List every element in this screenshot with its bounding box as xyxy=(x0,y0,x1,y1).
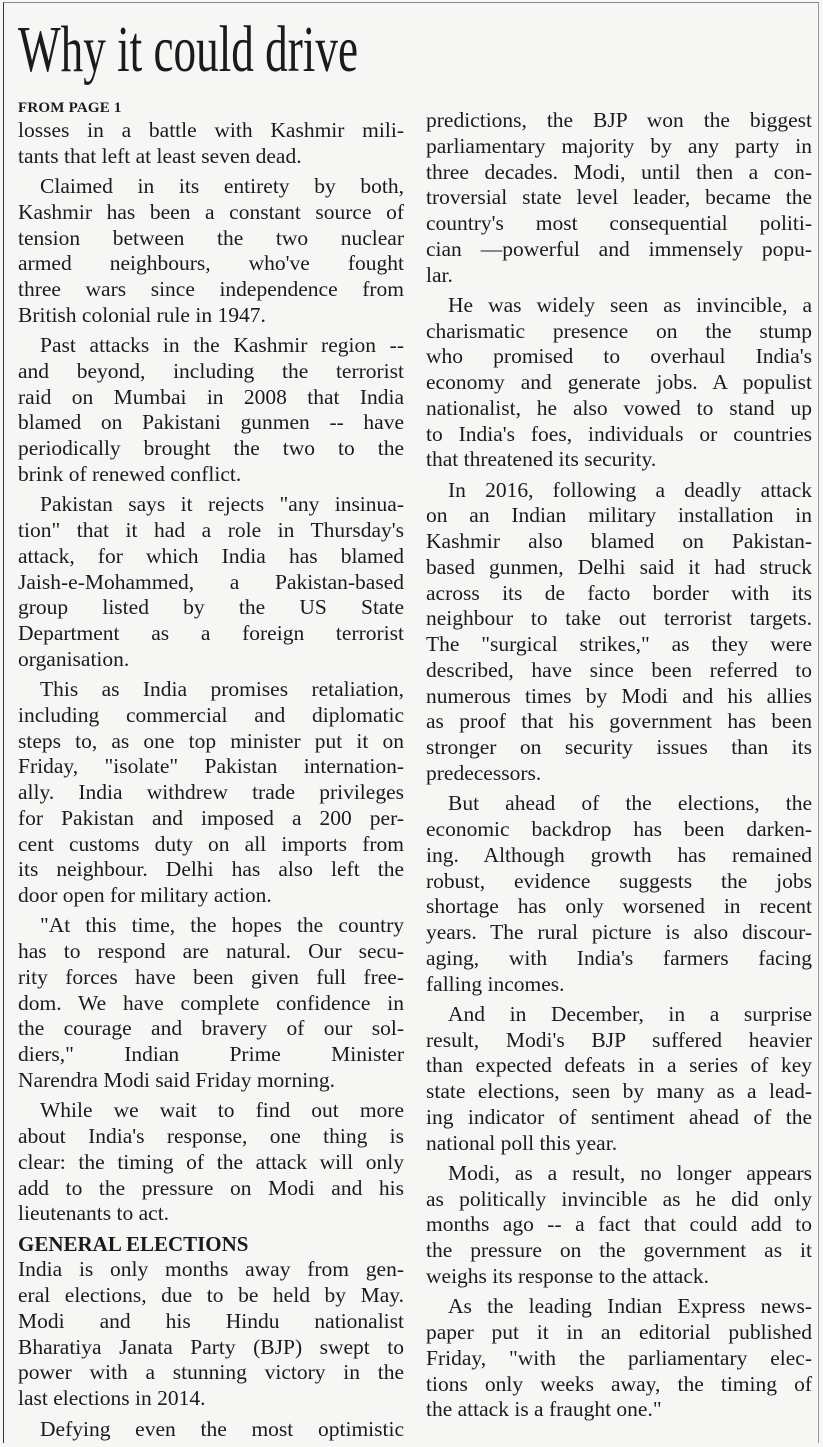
text-line xyxy=(426,920,812,946)
paragraph xyxy=(18,1098,404,1227)
text-line xyxy=(18,857,404,883)
text-line-content: blamed on Pakistani gunmen -- have xyxy=(18,410,404,435)
text-line xyxy=(426,447,812,473)
text-line-content: Friday, "isolate" Pakistan internation- xyxy=(18,754,404,779)
text-line xyxy=(18,462,404,488)
text-line-content: state elections, seen by many as a lead- xyxy=(426,1079,812,1104)
text-line-content: falling incomes. xyxy=(426,971,565,996)
text-line-content: cent customs duty on all imports from xyxy=(18,831,404,856)
text-line xyxy=(426,370,812,396)
text-line xyxy=(18,595,404,621)
text-line xyxy=(18,913,404,939)
text-line xyxy=(18,144,404,170)
text-line xyxy=(426,1397,812,1423)
text-line xyxy=(426,211,812,237)
text-line xyxy=(426,293,812,319)
text-line xyxy=(426,160,812,186)
text-line xyxy=(18,1098,404,1124)
text-line-content: attack, for which India has blamed xyxy=(18,543,404,568)
text-line xyxy=(426,1294,812,1320)
text-line xyxy=(18,436,404,462)
text-line-content: charismatic presence on the stump xyxy=(426,318,812,343)
text-line-content: as proof that his government has been xyxy=(426,709,812,734)
text-line xyxy=(18,518,404,544)
text-line xyxy=(426,529,812,555)
text-line-content: Modi, as a result, no longer appears xyxy=(448,1160,812,1185)
paragraph xyxy=(18,333,404,488)
text-line xyxy=(426,658,812,684)
text-line xyxy=(18,226,404,252)
text-line xyxy=(18,385,404,411)
text-line xyxy=(18,677,404,703)
text-line xyxy=(426,1212,812,1238)
text-line-content: While we wait to find out more xyxy=(40,1098,404,1123)
text-line-content: rity forces have been given full free- xyxy=(18,964,404,989)
text-line xyxy=(18,1360,404,1386)
paragraph xyxy=(18,1417,404,1443)
text-line-content: parliamentary majority by any party in xyxy=(426,133,812,158)
text-line-content: robust, evidence suggests the jobs xyxy=(426,868,812,893)
paragraph xyxy=(426,1294,812,1423)
text-line xyxy=(426,1346,812,1372)
text-line-content: group listed by the US State xyxy=(18,595,404,620)
text-line xyxy=(426,503,812,529)
text-line-content: troversial state level leader, became the xyxy=(426,185,812,210)
text-line xyxy=(18,703,404,729)
section-subhead: GENERAL ELECTIONS xyxy=(18,1231,249,1256)
text-line-content: three wars since independence from xyxy=(18,277,404,302)
text-line-content: the courage and bravery of our sol- xyxy=(18,1016,404,1041)
text-line xyxy=(426,237,812,263)
text-line-content: diers," Indian Prime Minister xyxy=(18,1042,404,1067)
text-line-content: armed neighbours, who've fought xyxy=(18,251,404,276)
text-line xyxy=(18,544,404,570)
text-line xyxy=(426,1105,812,1131)
text-line-content: neighbour to take out terrorist targets. xyxy=(426,606,812,631)
paragraph xyxy=(18,174,404,329)
text-line-content: Modi and his Hindu nationalist xyxy=(18,1308,404,1333)
text-line xyxy=(18,570,404,596)
text-line-content: lar. xyxy=(426,262,453,287)
text-line xyxy=(426,319,812,345)
text-line xyxy=(426,632,812,658)
text-line-content: cian —powerful and immensely popu- xyxy=(426,236,812,261)
text-line xyxy=(18,118,404,144)
text-line-content: tants that left at least seven dead. xyxy=(18,143,302,168)
text-line-content: tion" that it had a role in Thursday's xyxy=(18,518,404,543)
text-line xyxy=(18,1257,404,1283)
text-line-content: In 2016, following a deadly attack xyxy=(448,477,812,502)
text-line xyxy=(18,647,404,673)
text-line xyxy=(18,303,404,329)
text-line xyxy=(18,492,404,518)
text-line-content: Department as a foreign terrorist xyxy=(18,621,404,646)
text-line xyxy=(426,344,812,370)
text-line-content: has to respond are natural. Our secu- xyxy=(18,939,404,964)
text-line-content: Kashmir has been a constant source of xyxy=(18,199,404,224)
text-line xyxy=(18,200,404,226)
text-line-content: based gunmen, Delhi said it had struck xyxy=(426,554,812,579)
text-line xyxy=(426,1079,812,1105)
text-line xyxy=(18,1283,404,1309)
text-line-content: Past attacks in the Kashmir region -- xyxy=(40,333,404,358)
text-line-content: He was widely seen as invincible, a xyxy=(448,292,812,317)
paragraph xyxy=(18,118,404,170)
text-line-content: India is only months away from gen- xyxy=(18,1257,404,1282)
text-line-content: aging, with India's farmers facing xyxy=(426,945,812,970)
text-line-content: numerous times by Modi and his allies xyxy=(426,683,812,708)
text-line xyxy=(18,883,404,909)
text-line xyxy=(426,817,812,843)
paragraph xyxy=(426,1002,812,1157)
text-line-content: periodically brought the two to the xyxy=(18,436,404,461)
text-line-content: steps to, as one top minister put it on xyxy=(18,728,404,753)
text-line-content: And in December, in a surprise xyxy=(448,1001,812,1026)
text-line-content: weighs its response to the attack. xyxy=(426,1263,710,1288)
text-line-content: years. The rural picture is also discour- xyxy=(426,920,812,945)
text-line-content: power with a stunning victory in the xyxy=(18,1360,404,1385)
text-line xyxy=(18,1417,404,1443)
text-line xyxy=(18,991,404,1017)
text-line-content: British colonial rule in 1947. xyxy=(18,302,266,327)
paragraph xyxy=(18,1257,404,1412)
text-line xyxy=(426,422,812,448)
text-line xyxy=(426,1028,812,1054)
text-line-content: the pressure on the government as it xyxy=(426,1238,812,1263)
text-line-content: than expected defeats in a series of key xyxy=(426,1053,812,1078)
text-line xyxy=(18,251,404,277)
text-line xyxy=(426,1264,812,1290)
text-line xyxy=(426,1187,812,1213)
text-line xyxy=(18,1309,404,1335)
text-line-content: ing indicator of sentiment ahead of the xyxy=(426,1104,812,1129)
paragraph xyxy=(426,791,812,997)
text-line xyxy=(18,1150,404,1176)
paragraph xyxy=(426,478,812,787)
text-line xyxy=(18,780,404,806)
text-line xyxy=(426,1238,812,1264)
text-line xyxy=(18,1335,404,1361)
text-line xyxy=(18,359,404,385)
text-line xyxy=(18,1068,404,1094)
text-line xyxy=(18,277,404,303)
text-line-content: described, have since been referred to xyxy=(426,657,812,682)
text-line-content: months ago -- a fact that could add to xyxy=(426,1212,812,1237)
text-line-content: lieutenants to act. xyxy=(18,1201,170,1226)
text-line xyxy=(426,1002,812,1028)
text-line xyxy=(18,832,404,858)
text-line-content: on an Indian military installation in xyxy=(426,503,812,528)
text-line-content: shortage has only worsened in recent xyxy=(426,894,812,919)
text-line xyxy=(18,729,404,755)
text-line xyxy=(426,1131,812,1157)
text-line xyxy=(18,333,404,359)
text-line-content: raid on Mumbai in 2008 that India xyxy=(18,384,404,409)
text-line-content: Kashmir also blamed on Pakistan- xyxy=(426,529,812,554)
text-line xyxy=(426,791,812,817)
text-line-content: tension between the two nuclear xyxy=(18,225,404,250)
text-line-content: across its de facto border with its xyxy=(426,580,812,605)
text-line-content: losses in a battle with Kashmir mili- xyxy=(18,118,404,142)
text-line-content: predecessors. xyxy=(426,760,542,785)
paragraph xyxy=(18,913,404,1093)
text-line xyxy=(426,1161,812,1187)
text-line xyxy=(426,972,812,998)
text-line-content: tions only weeks away, the timing of xyxy=(426,1371,812,1396)
text-line xyxy=(426,709,812,735)
text-line-content: Defying even the most optimistic xyxy=(40,1416,404,1441)
text-line-content: paper put it in an editorial published xyxy=(426,1320,812,1345)
text-line-content: to India's foes, individuals or countries xyxy=(426,421,812,446)
text-line xyxy=(18,1201,404,1227)
text-line xyxy=(18,174,404,200)
text-line-content: clear: the timing of the attack will only xyxy=(18,1149,404,1174)
paragraph xyxy=(426,293,812,473)
paragraph xyxy=(426,108,812,288)
text-line xyxy=(18,939,404,965)
text-line-content: including commercial and diplomatic xyxy=(18,702,404,727)
text-line-content: Friday, "with the parliamentary elec- xyxy=(426,1345,812,1370)
text-line-content: about India's response, one thing is xyxy=(18,1124,404,1149)
text-line-content: economy and generate jobs. A populist xyxy=(426,370,812,395)
text-line-content: last elections in 2014. xyxy=(18,1386,206,1411)
text-line xyxy=(18,1386,404,1412)
text-line-content: predictions, the BJP won the biggest xyxy=(426,108,812,132)
text-line-content: three decades. Modi, until then a con- xyxy=(426,159,812,184)
text-line xyxy=(426,581,812,607)
text-line-content: "At this time, the hopes the country xyxy=(40,913,404,938)
text-line xyxy=(426,134,812,160)
text-line-content: add to the pressure on Modi and his xyxy=(18,1175,404,1200)
text-line-content: economic backdrop has been darken- xyxy=(426,817,812,842)
text-line-content: stronger on security issues than its xyxy=(426,735,812,760)
paragraph xyxy=(18,677,404,909)
text-line-content: door open for military action. xyxy=(18,883,272,908)
text-line-content: This as India promises retaliation, xyxy=(40,677,404,702)
text-line xyxy=(18,1124,404,1150)
text-line-content: The "surgical strikes," as they were xyxy=(426,632,812,657)
text-line-content: nationalist, he also vowed to stand up xyxy=(426,395,812,420)
text-line xyxy=(426,894,812,920)
text-line xyxy=(426,1053,812,1079)
text-line xyxy=(18,754,404,780)
text-line xyxy=(426,843,812,869)
article-column-right xyxy=(426,108,812,1428)
text-line-content: brink of renewed conflict. xyxy=(18,461,242,486)
text-line-content: Narendra Modi said Friday morning. xyxy=(18,1067,336,1092)
text-line xyxy=(18,965,404,991)
text-line-content: dom. We have complete confidence in xyxy=(18,990,404,1015)
paragraph xyxy=(18,492,404,672)
text-line-content: ing. Although growth has remained xyxy=(426,842,812,867)
text-line xyxy=(18,621,404,647)
text-line xyxy=(426,478,812,504)
text-line xyxy=(18,1016,404,1042)
text-line xyxy=(426,735,812,761)
text-line-content: Claimed in its entirety by both, xyxy=(40,174,404,199)
from-page-kicker: FROM PAGE 1 xyxy=(18,100,122,116)
text-line-content: As the leading Indian Express news- xyxy=(448,1294,812,1319)
text-line-content: that threatened its security. xyxy=(426,447,657,472)
text-line xyxy=(426,946,812,972)
text-line-content: as politically invincible as he did only xyxy=(426,1186,812,1211)
paragraph xyxy=(426,1161,812,1290)
text-line xyxy=(426,108,812,134)
text-line xyxy=(426,1372,812,1398)
text-line-content: for Pakistan and imposed a 200 per- xyxy=(18,805,404,830)
text-line-content: country's most consequential politi- xyxy=(426,211,812,235)
text-line-content: eral elections, due to be held by May. xyxy=(18,1283,404,1308)
headline: Why it could drive xyxy=(18,13,358,86)
text-line xyxy=(18,1042,404,1068)
text-line-content: But ahead of the elections, the xyxy=(448,791,812,816)
text-line xyxy=(18,1176,404,1202)
text-line xyxy=(426,263,812,289)
text-line xyxy=(426,606,812,632)
text-line-content: national poll this year. xyxy=(426,1130,618,1155)
text-line-content: Jaish-e-Mohammed, a Pakistan-based xyxy=(18,569,404,594)
article-column-left xyxy=(18,100,404,1447)
text-line-content: ally. India withdrew trade privileges xyxy=(18,780,404,805)
text-line xyxy=(426,761,812,787)
text-line xyxy=(426,185,812,211)
text-line-content: its neighbour. Delhi has also left the xyxy=(18,857,404,882)
text-line-content: organisation. xyxy=(18,646,130,671)
text-line-content: and beyond, including the terrorist xyxy=(18,358,404,383)
text-line xyxy=(426,396,812,422)
text-line-content: result, Modi's BJP suffered heavier xyxy=(426,1027,812,1052)
text-line-content: who promised to overhaul India's xyxy=(426,344,812,369)
text-line xyxy=(18,806,404,832)
text-line xyxy=(426,555,812,581)
text-line-content: Bharatiya Janata Party (BJP) swept to xyxy=(18,1334,404,1359)
text-line xyxy=(18,410,404,436)
text-line-content: the attack is a fraught one." xyxy=(426,1397,662,1422)
text-line xyxy=(426,869,812,895)
text-line-content: Pakistan says it rejects "any insinua- xyxy=(40,492,404,517)
text-line xyxy=(426,684,812,710)
text-line xyxy=(426,1320,812,1346)
